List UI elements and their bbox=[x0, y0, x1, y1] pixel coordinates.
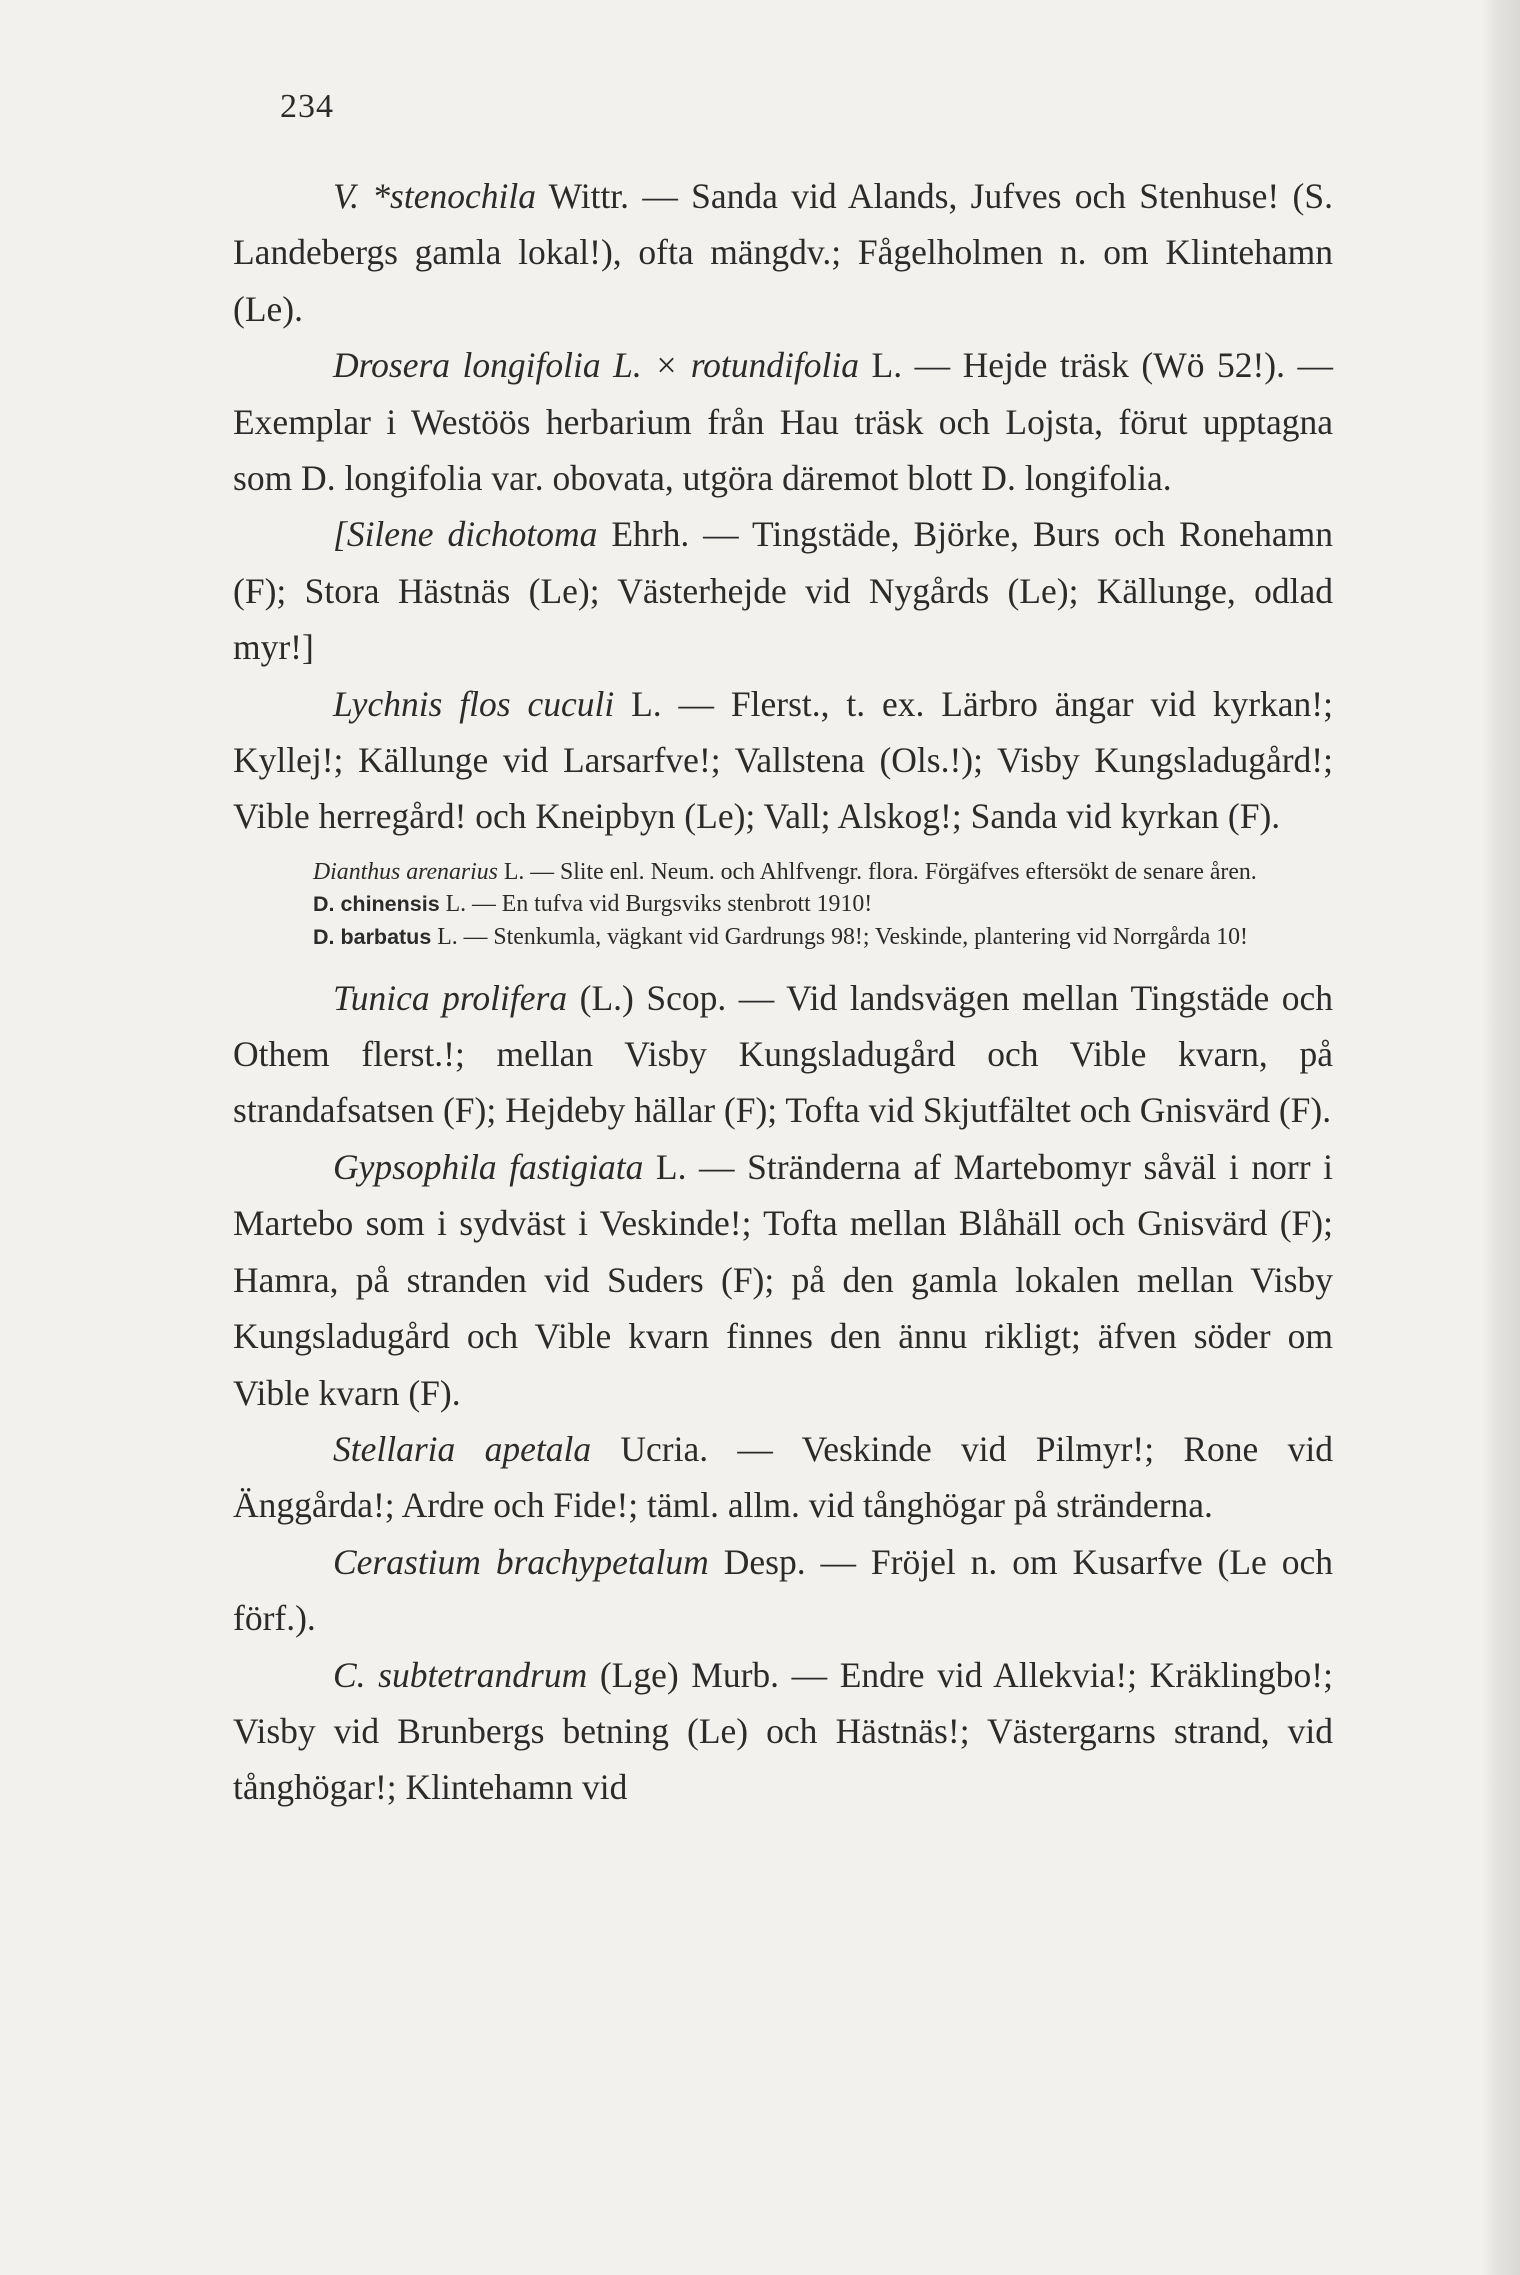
species-name: Gypsophila fastigiata bbox=[333, 1146, 644, 1187]
species-name: Cerastium brachypetalum bbox=[333, 1541, 709, 1582]
paragraph-stellaria bbox=[233, 1421, 1333, 1534]
species-name: Drosera longifolia L. × rotundifolia bbox=[333, 345, 860, 386]
paragraph-dianthus-arenarius bbox=[233, 856, 1333, 889]
paragraph-text: Ehrh. — Tingstäde, Björke, Burs och Ronehamn (F); Stora Hästnäs (Le); Västerhejde vid Nygårds (Le); Källunge, odlad myr!] bbox=[233, 514, 1333, 668]
paragraph-text: (Lge) Murb. — Endre vid Allekvia!; Kräklingbo!; Visby vid Brunbergs betning (Le) och Hästnäs!; Västergarns strand, vid tånghögar!; Klintehamn vid bbox=[233, 1654, 1333, 1808]
paragraph-text: L. — Stränderna af Martebomyr såväl i norr i Martebo som i sydväst i Veskinde!; Tofta mellan Blåhäll och Gnisvärd (F); Hamra, på stranden vid Suders (F); på den gamla lokalen mellan Visby Kungsladugård och Vible kvarn finnes den ännu rikligt; äfven söder om Vible kvarn (F). bbox=[233, 1146, 1333, 1413]
species-name: Lychnis flos cuculi bbox=[333, 683, 615, 724]
small-print-group bbox=[233, 856, 1333, 954]
species-name: D. chinensis bbox=[313, 892, 440, 917]
text-body bbox=[233, 168, 1333, 1816]
paragraph-text: (L.) Scop. — Vid landsvägen mellan Tingstäde och Othem flerst.!; mellan Visby Kungsladugård och Vible kvarn, på strandafsatsen (F); Hejdeby hällar (F); Tofta vid Skjutfältet och Gnisvärd (F). bbox=[233, 977, 1333, 1131]
paragraph-lychnis bbox=[233, 676, 1333, 845]
species-name: Dianthus arenarius bbox=[313, 858, 498, 885]
paragraph-viola bbox=[233, 168, 1333, 337]
paragraph-text: L. — Hejde träsk (Wö 52!). — Exemplar i Westöös herbarium från Hau träsk och Lojsta, förut upptagna som D. longifolia var. obovata, utgöra däremot blott D. longifolia. bbox=[233, 345, 1333, 499]
paragraph-tunica bbox=[233, 970, 1333, 1139]
species-name: [Silene dichotoma bbox=[333, 514, 598, 555]
paragraph-silene bbox=[233, 506, 1333, 675]
species-name: D. barbatus bbox=[313, 925, 432, 950]
paragraph-text: Desp. — Fröjel n. om Kusarfve (Le och förf.). bbox=[233, 1541, 1333, 1639]
paragraph-text: L. — Slite enl. Neum. och Ahlfvengr. flora. Förgäfves eftersökt de senare åren. bbox=[497, 858, 1257, 885]
species-name: V. *stenochila bbox=[333, 176, 536, 216]
paragraph-text: L. — Stenkumla, vägkant vid Gardrungs 98!; Veskinde, plantering vid Norrgårda 10! bbox=[431, 924, 1248, 951]
paragraph-dianthus-barbatus bbox=[233, 921, 1333, 954]
paragraph-text: Wittr. — Sanda vid Alands, Jufves och Stenhuse! (S. Landebergs gamla lokal!), ofta mängdv.; Fågelholmen n. om Klintehamn (Le). bbox=[233, 176, 1334, 329]
page-gutter-shadow bbox=[1482, 0, 1520, 2275]
paragraph-text: L. — Flerst., t. ex. Lärbro ängar vid kyrkan!; Kyllej!; Källunge vid Larsarfve!; Vallstena (Ols.!); Visby Kungsladugård!; Vible herregård! och Kneipbyn (Le); Vall; Alskog!; Sanda vid kyrkan (F). bbox=[233, 683, 1333, 837]
species-name: Stellaria apetala bbox=[333, 1428, 592, 1469]
paragraph-text: Ucria. — Veskinde vid Pilmyr!; Rone vid Änggårda!; Ardre och Fide!; täml. allm. vid tånghögar på stränderna. bbox=[233, 1428, 1333, 1526]
species-name: C. subtetrandrum bbox=[333, 1654, 588, 1695]
page-number: 234 bbox=[280, 88, 334, 125]
paragraph-cerastium-subtetrandrum bbox=[233, 1647, 1333, 1816]
species-name: Tunica prolifera bbox=[333, 977, 568, 1018]
paragraph-gypsophila bbox=[233, 1139, 1333, 1421]
paragraph-drosera bbox=[233, 337, 1333, 506]
paragraph-dianthus-chinensis bbox=[233, 888, 1333, 921]
paragraph-text: L. — En tufva vid Burgsviks stenbrott 1910! bbox=[439, 891, 873, 918]
paragraph-cerastium bbox=[233, 1534, 1333, 1647]
